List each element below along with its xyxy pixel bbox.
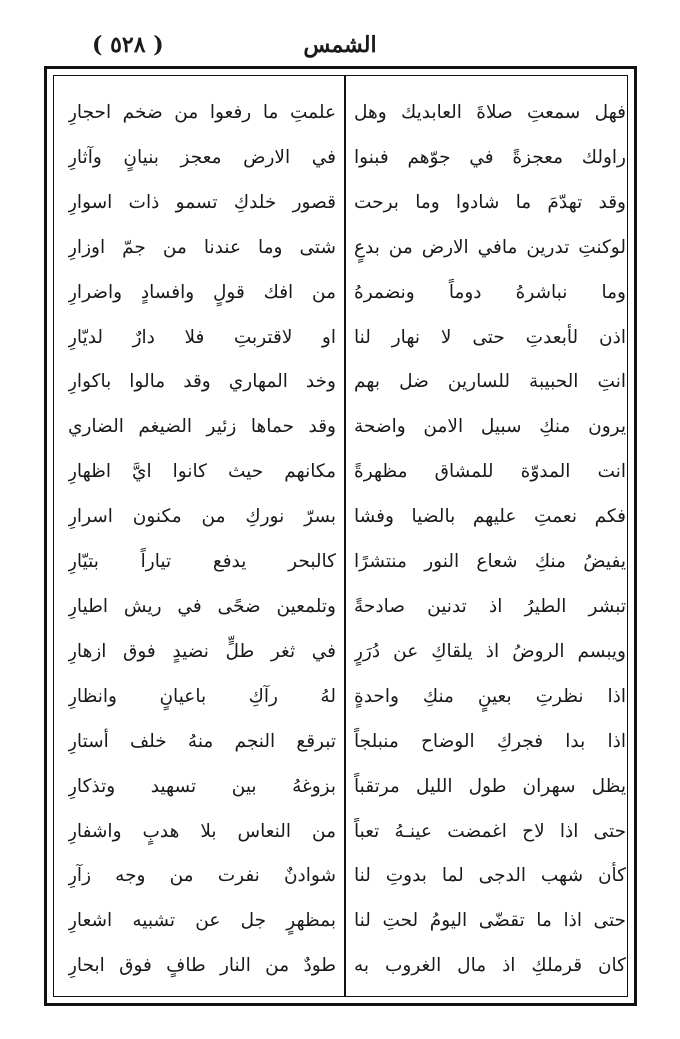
verse-first-half-7: انتِ الحبيبة للسارين ضل بهم: [354, 371, 626, 393]
poem-frame-inner: [53, 75, 628, 997]
verse-first-half-10: فكم نعمتِ عليهم بالضيا وفشا: [354, 506, 626, 528]
verse-second-half-18: شوادنٌ نفرت من وجه زآرِ: [68, 865, 336, 887]
page-header: [40, 30, 640, 70]
verse-first-half-2: راولك معجزةً في جوّهم فبنوا: [354, 146, 626, 168]
verse-second-half-17: من النعاس بلا هدبٍ واشفارِ: [68, 820, 336, 842]
verse-first-half-18: كأن شهب الدجى لما بدوتِ لنا: [354, 865, 626, 887]
verse-first-half-20: كان قرملكِ اذ مال الغروب به: [354, 955, 626, 977]
verse-first-half-1: فهل سمعتِ صلاةَ العابديك وهل: [354, 102, 626, 123]
verse-second-half-9: مكانهم حيث كانوا ايَّ اظهارِ: [68, 461, 336, 483]
verse-first-half-3: وقد تهدّمَ ما شادوا وما برحت: [354, 191, 626, 213]
page-number: ( ٥٢٨ ): [92, 32, 164, 58]
verse-first-half-8: يرون منكِ سبيل الامن واضحة: [354, 416, 626, 438]
verse-second-half-12: وتلمعين ضحًى في ريش اطيارِ: [68, 595, 336, 617]
verse-second-half-2: في الارض معجز بنيانٍ وآثارِ: [68, 146, 336, 168]
verse-first-half-12: تبشر الطيرُ اذ تدنين صادحةً: [354, 595, 626, 617]
verse-second-half-14: لهُ رآكِ باعيانٍ وانظارِ: [68, 685, 336, 707]
verse-second-half-8: وقد حماها زئير الضيغم الضاري: [68, 416, 336, 438]
verse-first-half-4: لوكنتِ تدرين مافي الارض من بدعٍ: [354, 236, 626, 258]
poem-frame: [44, 66, 637, 1006]
column-divider: [344, 76, 346, 996]
verse-second-half-7: وخد المهاري وقد مالوا باكوارِ: [68, 371, 336, 393]
verse-first-half-15: اذا بدا فجركِ الوضاح منبلجاً: [354, 730, 626, 752]
verse-second-half-20: طودٌ من النار طافٍ فوق ابحارِ: [68, 955, 336, 977]
verse-first-half-17: حتى اذا لاح اغمضت عينـهُ تعباً: [354, 820, 626, 842]
verse-first-half-19: حتى اذا ما تقضّى اليومُ لحتِ لنا: [354, 910, 626, 932]
verse-second-half-4: شتى وما عندنا من جمّ اوزارِ: [68, 236, 336, 258]
verse-second-half-1: علمتِ ما رفعوا من ضخم احجارِ: [68, 102, 336, 123]
verse-first-half-9: انت المدوّة للمشاق مظهرةً: [354, 461, 626, 483]
verse-second-half-3: قصور خلدكِ تسمو ذات اسوارِ: [68, 191, 336, 213]
verse-second-half-19: بمظهرٍ جل عن تشبيه اشعارِ: [68, 910, 336, 932]
verse-first-half-13: ويبسم الروضُ اذ يلقاكِ عن دُرَرٍ: [354, 640, 626, 662]
verse-first-half-6: اذن لأبعدتِ حتى لا نهار لنا: [354, 326, 626, 348]
verse-first-half-5: وما نباشرهُ دوماً ونضمرهُ: [354, 281, 626, 303]
second-hemistich-column: [68, 90, 336, 988]
verse-second-half-6: او لاقتربتِ فلا دارٌ لديّارِ: [68, 326, 336, 348]
verse-first-half-16: يظل سهران طول الليل مرتقباً: [354, 775, 626, 797]
verse-first-half-11: يفيضُ منكِ شعاع النور منتشرًا: [354, 551, 626, 573]
verse-first-half-14: اذا نظرتِ بعينٍ منكِ واحدةٍ: [354, 685, 626, 707]
verse-second-half-11: كالبحر يدفع تياراً بتيّارِ: [68, 551, 336, 573]
page-title: الشمس: [303, 32, 377, 58]
verse-second-half-13: في ثغر طلٍّ نضيدٍ فوق ازهارِ: [68, 640, 336, 662]
first-hemistich-column: [354, 90, 626, 988]
verse-second-half-10: بسرّ نوركِ من مكنون اسرارِ: [68, 506, 336, 528]
verse-second-half-5: من افك قولٍ وافسادٍ واضرارِ: [68, 281, 336, 303]
verse-second-half-16: بزوغهُ بين تسهيد وتذكارِ: [68, 775, 336, 797]
verse-second-half-15: تبرقع النجم منهُ خلف أستارِ: [68, 730, 336, 752]
